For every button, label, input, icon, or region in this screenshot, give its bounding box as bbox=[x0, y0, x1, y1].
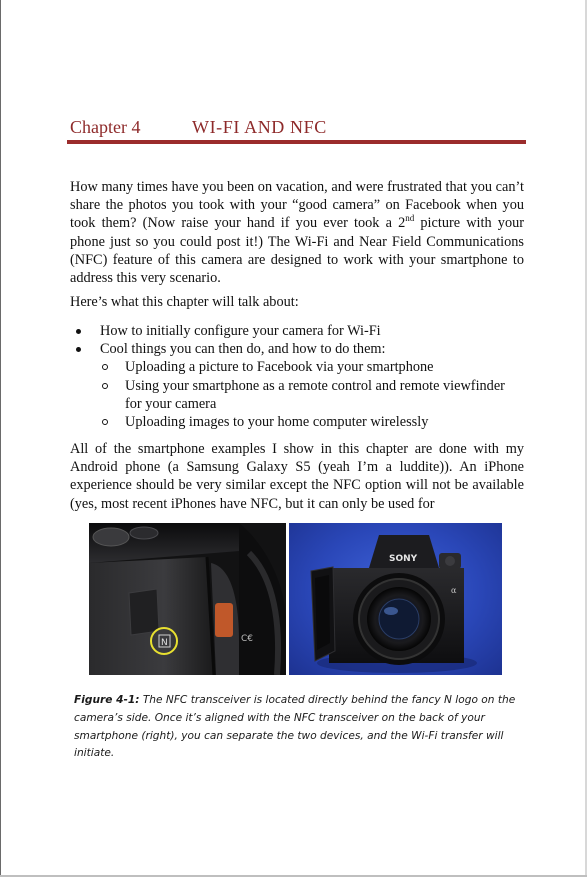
sub-list-item bbox=[70, 377, 524, 413]
overview-paragraph bbox=[70, 293, 524, 311]
android-text: All of the smartphone examples I show in this chapter are done with my Android phone (a Samsung Galaxy S5 (yeah I’m a luddite)). An iPhone experience should be very similar except the NFC option will not be available (yes, most recent iPhones have NFC, but it can only be used for bbox=[70, 441, 524, 512]
camera-side-illustration bbox=[89, 523, 286, 675]
sub-list-item-text: Uploading a picture to Facebook via your smartphone bbox=[125, 359, 434, 376]
hollow-bullet-icon bbox=[102, 383, 108, 389]
photo-camera-side-nfc bbox=[89, 523, 286, 675]
bullet-icon bbox=[76, 347, 81, 352]
list-item bbox=[70, 322, 524, 340]
hollow-bullet-icon bbox=[102, 364, 108, 370]
figure-caption bbox=[74, 692, 524, 763]
nfc-logo-letter: N bbox=[161, 638, 168, 648]
page-border-left bbox=[0, 0, 1, 877]
intro-superscript: nd bbox=[405, 213, 415, 224]
sub-list-item bbox=[70, 358, 524, 376]
figure-label: Figure 4-1: bbox=[74, 694, 140, 706]
photo-sony-camera bbox=[289, 523, 502, 675]
chapter-title: WI-FI AND NFC bbox=[192, 117, 327, 137]
hollow-bullet-icon bbox=[102, 419, 108, 425]
sony-camera-illustration bbox=[289, 523, 502, 675]
list-item-text: Cool things you can then do, and how to do them: bbox=[100, 341, 386, 358]
chapter-rule bbox=[67, 140, 526, 144]
sony-brand-text: SONY bbox=[389, 554, 418, 564]
bullet-icon bbox=[76, 329, 81, 334]
chapter-topics-list bbox=[70, 322, 524, 431]
chapter-number: Chapter 4 bbox=[70, 117, 141, 137]
sub-list-item-text: Using your smartphone as a remote control and remote viewfinder for your camera bbox=[125, 377, 505, 412]
overview-text: Here’s what this chapter will talk about: bbox=[70, 294, 299, 310]
intro-text-b: picture with your phone just so you could post it!) The Wi-Fi and Near Field Communications (NFC) feature of this camera are designed to work with your smartphone to address this very scenario. bbox=[70, 215, 524, 287]
intro-paragraph bbox=[70, 178, 524, 287]
list-item-text: How to initially configure your camera for Wi-Fi bbox=[100, 323, 381, 339]
list-item bbox=[70, 340, 524, 358]
sub-list-item bbox=[70, 413, 524, 431]
intro-text-a: How many times have you been on vacation, and were frustrated that you can’t share the photos you took with your “good camera” on Facebook when you took them? (Now raise your hand if you ever took a 2 bbox=[70, 179, 524, 232]
figure-caption-text: The NFC transceiver is located directly behind the fancy N logo on the camera’s side. Once it’s aligned with the NFC transceiver on the back of your smartphone (right), you can separate the two devices, and the Wi-Fi transfer will initiate. bbox=[74, 694, 516, 760]
alpha-mark-text: α bbox=[451, 586, 457, 595]
android-paragraph bbox=[70, 440, 524, 513]
sub-list-item-text: Uploading images to your home computer wirelessly bbox=[125, 414, 429, 431]
svg-text:C€: C€ bbox=[241, 634, 254, 644]
